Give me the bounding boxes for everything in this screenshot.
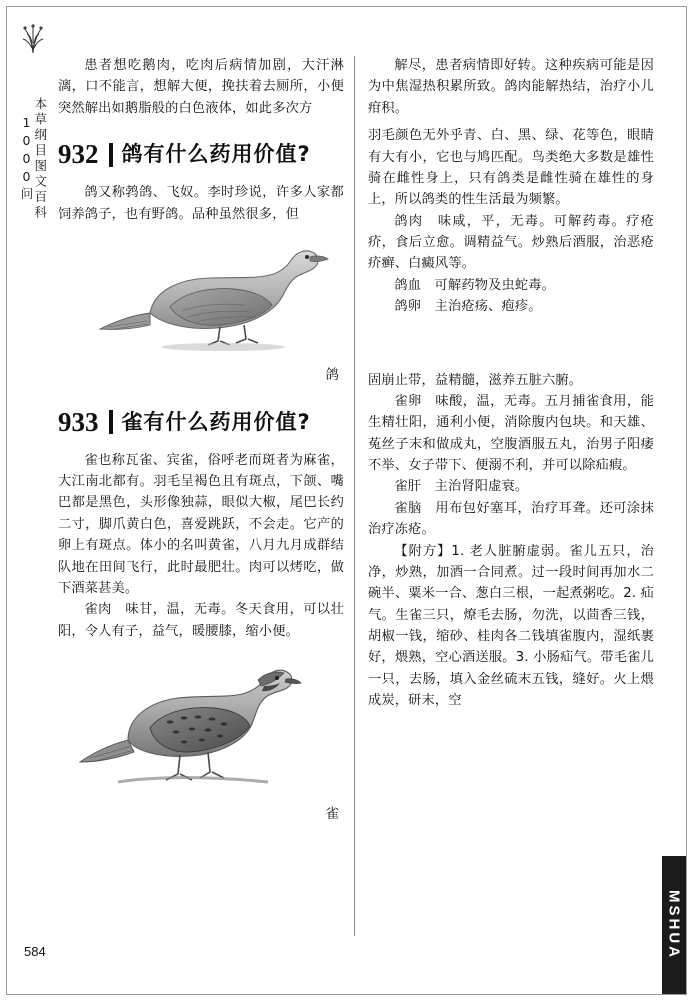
side-tab-label: MSHUA [665,890,683,960]
figure-caption-pigeon: 鸽 [325,366,340,383]
book-logo-icon [16,22,50,56]
right-column [368,55,654,712]
sparrow-illustration [58,652,344,802]
question-title-933: 雀有什么药用价值? [121,409,311,434]
question-number-932: 932 [58,139,99,170]
prescription-label: 【附方】 [394,543,452,559]
pigeon-paragraph-1: 羽毛颜色无外乎青、白、黑、绿、花等色，眼睛有大有小，它也与鸠匹配。鸟类绝大多数是雄性骑在雌性身上，只有鸽类是雌性骑在雄性的身上，所以鸽类的性生活最为频繁。 [368,128,654,208]
pigeon-entry-2: 鸽血 可解药物及虫蛇毒。 [394,277,556,293]
prescription-block [368,541,654,712]
figure-pigeon [58,235,344,387]
spacer [368,318,654,370]
page-number: 584 [24,944,46,959]
heading-bar [109,410,113,434]
spine-area [14,22,52,254]
pigeon-entry-1: 鸽肉 味咸，平，无毒。可解药毒。疗疮疥，食后立愈。调精益气。炒熟后酒服，治恶疮疥癣、白癜风等。 [368,213,654,272]
sparrow-entry-3: 雀脑 用布包好塞耳，治疗耳聋。还可涂抹治疗冻疮。 [368,500,654,538]
left-paragraph-1: 患者想吃鹅肉，吃肉后病情加剧，大汗淋漓，口不能言，想解大便，挽扶着去厕所，小便突然解出如鹅脂般的白色液体，如此多次方 [58,58,344,116]
book-spine-title: 本草纲目图文百科1000问 [19,97,48,221]
section-933-paragraph-1: 雀也称瓦雀、宾雀，俗呼老而斑者为麻雀，大江南北都有。羽毛呈褐色且有斑点，下颌、嘴巴都是黑色，头形像独蒜，眼似大椒，尾巴长约二寸，脚爪黄白色，喜爱跳跃，不会走。它产的卵上有斑点。体小的名叫黄雀，八月九月成群结队地在田间飞行，此时最肥壮。肉可以烤吃，做下酒菜甚美。 [58,452,344,596]
question-number-933: 933 [58,406,99,437]
prescription-text: 1. 老人脏腑虚弱。雀儿五只，治净，炒熟，加酒一合同煮。过一段时间再加水二碗半、粟米一合、葱白三根，一起煮粥吃。2. 疝气。生雀三只，燎毛去肠，勿洗，以茴香三钱，胡椒一钱，缩砂、桂肉各二钱填雀腹内，湿纸裹好，煨熟，空心酒送服。3. 小肠疝气。带毛雀儿一只，去肠，填入金丝硫末五钱，缝好。火上煨成炭，研末，空 [368,543,654,709]
section-933-paragraph-2: 雀肉 味甘，温，无毒。冬天食用，可以壮阳，令人有子，益气，暖腰膝，缩小便。 [58,602,344,639]
left-column [58,55,344,830]
right-paragraph-1: 解尽，患者病情即好转。这种疾病可能是因为中焦湿热积累所致。鸽肉能解热结，治疗小儿疳积。 [368,58,654,116]
question-title-932: 鸽有什么药用价值? [121,142,311,167]
column-divider [354,56,355,936]
sparrow-paragraph-1: 固崩止带，益精髓，滋养五脏六腑。 [368,372,583,388]
sparrow-entry-2: 雀肝 主治肾阳虚衰。 [394,479,529,495]
pigeon-illustration [58,235,344,363]
section-932-paragraph: 鸽又称鹁鸽、飞奴。李时珍说，许多人家都饲养鸽子，也有野鸽。品种虽然很多，但 [58,185,344,222]
sparrow-entry-1: 雀卵 味酸，温，无毒。五月捕雀食用，能生精壮阳，通利小便，消除腹内包块。和天雄、菟丝子末和做成丸，空腹酒服五丸，治男子阳痿不举、女子带下、便溺不利，并可以除疝瘕。 [368,393,654,473]
side-tab [662,856,686,994]
question-heading-932 [58,141,344,168]
figure-sparrow [58,652,344,826]
pigeon-entry-3: 鸽卵 主治疮疡、疱疹。 [394,299,542,315]
figure-caption-sparrow: 雀 [325,806,340,823]
question-heading-933 [58,406,344,437]
heading-bar [109,143,113,167]
